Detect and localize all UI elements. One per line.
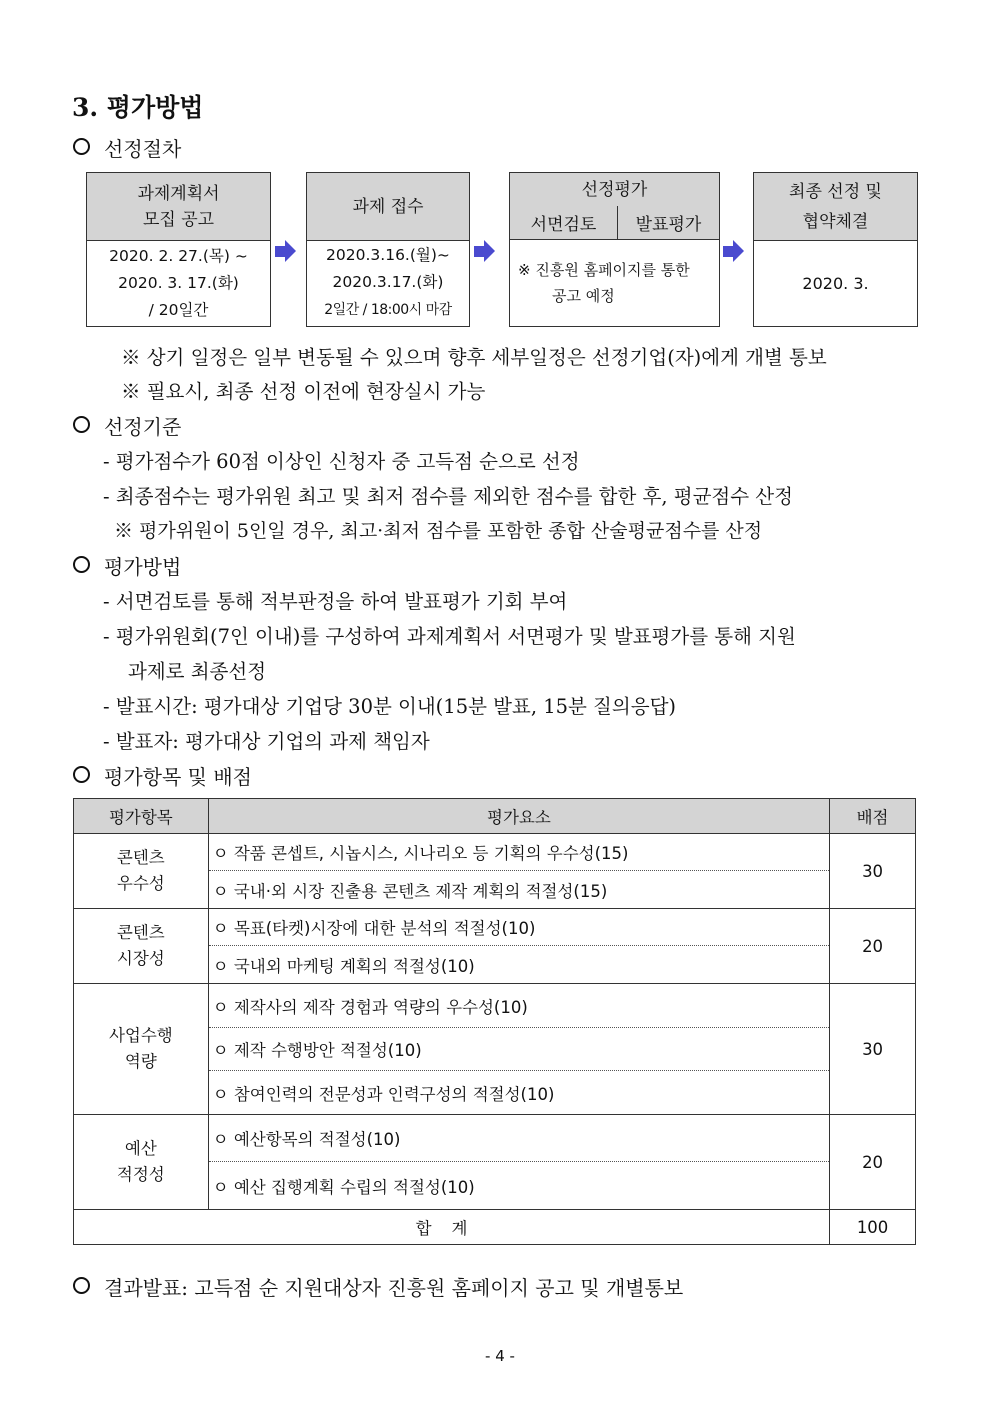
- process-step-submission: [306, 172, 470, 327]
- table-row: [74, 834, 916, 909]
- step-title: 과제 접수: [307, 173, 469, 241]
- procedure-note: ※ 상기 일정은 일부 변동될 수 있으며 향후 세부일정은 선정기업(자)에게 개별 통보: [121, 346, 827, 369]
- items-cell: [208, 1115, 829, 1210]
- method-line: - 발표시간: 평가대상 기업당 30분 이내(15분 발표, 15분 질의응답): [103, 695, 677, 718]
- step-title: 과제계획서 모집 공고: [87, 173, 270, 241]
- category-cell: 콘텐츠 시장성: [74, 909, 209, 984]
- procedure-note: ※ 필요시, 최종 선정 이전에 현장실시 가능: [121, 380, 486, 403]
- process-step-announcement: [86, 172, 271, 327]
- total-score: 100: [830, 1210, 916, 1245]
- step-body: 2020.3.16.(월)~ 2020.3.17.(화) 2일간 / 18:00시 마감: [324, 246, 452, 318]
- circle-bullet-icon: [73, 766, 90, 783]
- column-header: 배점: [830, 799, 916, 834]
- column-header: 평가요소: [208, 799, 829, 834]
- method-line: - 서면검토를 통해 적부판정을 하여 발표평가 기회 부여: [103, 590, 568, 613]
- evaluation-item: ㅇ 제작 수행방안 적절성(10): [209, 1028, 829, 1071]
- circle-bullet-icon: [73, 1277, 90, 1294]
- items-cell: [208, 984, 829, 1115]
- total-label: 합계: [74, 1210, 830, 1245]
- method-line: - 평가위원회(7인 이내)를 구성하여 과제계획서 서면평가 및 발표평가를 통해 지원: [103, 625, 796, 648]
- criteria-line: - 최종점수는 평가위원 최고 및 최저 점수를 제외한 점수를 합한 후, 평균점수 산정: [103, 485, 793, 508]
- score-cell: 20: [830, 909, 916, 984]
- evaluation-item: ㅇ 국내·외 시장 진출용 콘텐츠 제작 계획의 적절성(15): [212, 881, 608, 901]
- section-title: 3. 평가방법: [72, 93, 204, 122]
- table-header-row: [74, 799, 916, 834]
- category-cell: 사업수행 역량: [74, 984, 209, 1115]
- table-row: [74, 984, 916, 1115]
- result-line: 결과발표: 고득점 순 지원대상자 진흥원 홈페이지 공고 및 개별통보: [73, 1272, 683, 1301]
- circle-bullet-icon: [73, 556, 90, 573]
- evaluation-item: ㅇ 작품 콘셉트, 시놉시스, 시나리오 등 기획의 우수성(15): [209, 834, 829, 871]
- method-line: - 발표자: 평가대상 기업의 과제 책임자: [103, 730, 430, 753]
- table-row: [74, 909, 916, 984]
- items-cell: [208, 909, 829, 984]
- method-heading: 평가방법: [73, 551, 181, 580]
- step-title: 선정평가: [510, 173, 719, 207]
- step-subtitle-presentation: 발표평가: [618, 206, 719, 240]
- table-total-row: [74, 1210, 916, 1245]
- circle-bullet-icon: [73, 416, 90, 433]
- step-title: 최종 선정 및 협약체결: [754, 173, 917, 241]
- score-cell: 30: [830, 984, 916, 1115]
- evaluation-item: ㅇ 목표(타켓)시장에 대한 분석의 적절성(10): [209, 909, 829, 946]
- page-number: - 4 -: [485, 1347, 515, 1365]
- criteria-line: - 평가점수가 60점 이상인 신청자 중 고득점 순으로 선정: [103, 450, 580, 473]
- evaluation-item: ㅇ 예산항목의 적절성(10): [209, 1115, 829, 1162]
- table-row: [74, 1115, 916, 1210]
- column-header: 평가항목: [74, 799, 209, 834]
- category-cell: 콘텐츠 우수성: [74, 834, 209, 909]
- criteria-note: ※ 평가위원이 5인일 경우, 최고·최저 점수를 포함한 종합 산술평균점수를 산정: [114, 520, 763, 542]
- evaluation-item: ㅇ 참여인력의 전문성과 인력구성의 적절성(10): [212, 1084, 555, 1104]
- items-cell: [208, 834, 829, 909]
- evaluation-item: ㅇ 제작사의 제작 경험과 역량의 우수성(10): [209, 984, 829, 1028]
- process-step-evaluation: [509, 172, 720, 327]
- criteria-heading: 선정기준: [73, 411, 181, 440]
- method-line-continued: 과제로 최종선정: [128, 660, 267, 683]
- score-cell: 30: [830, 834, 916, 909]
- process-step-final-selection: [753, 172, 918, 327]
- procedure-heading: 선정절차: [73, 133, 181, 162]
- items-heading: 평가항목 및 배점: [73, 761, 252, 790]
- step-body: 2020. 2. 27.(목) ~ 2020. 3. 17.(화) / 20일간: [109, 246, 248, 319]
- score-cell: 20: [830, 1115, 916, 1210]
- evaluation-table: [73, 798, 916, 1245]
- step-subtitle-document-review: 서면검토: [510, 206, 618, 240]
- evaluation-item: ㅇ 국내외 마케팅 계획의 적절성(10): [212, 956, 475, 976]
- circle-bullet-icon: [73, 138, 90, 155]
- step-body: 2020. 3.: [802, 273, 869, 293]
- category-cell: 예산 적정성: [74, 1115, 209, 1210]
- step-body: ※ 진흥원 홈페이지를 통한 공고 예정: [518, 261, 690, 305]
- evaluation-item: ㅇ 예산 집행계획 수립의 적절성(10): [212, 1177, 475, 1197]
